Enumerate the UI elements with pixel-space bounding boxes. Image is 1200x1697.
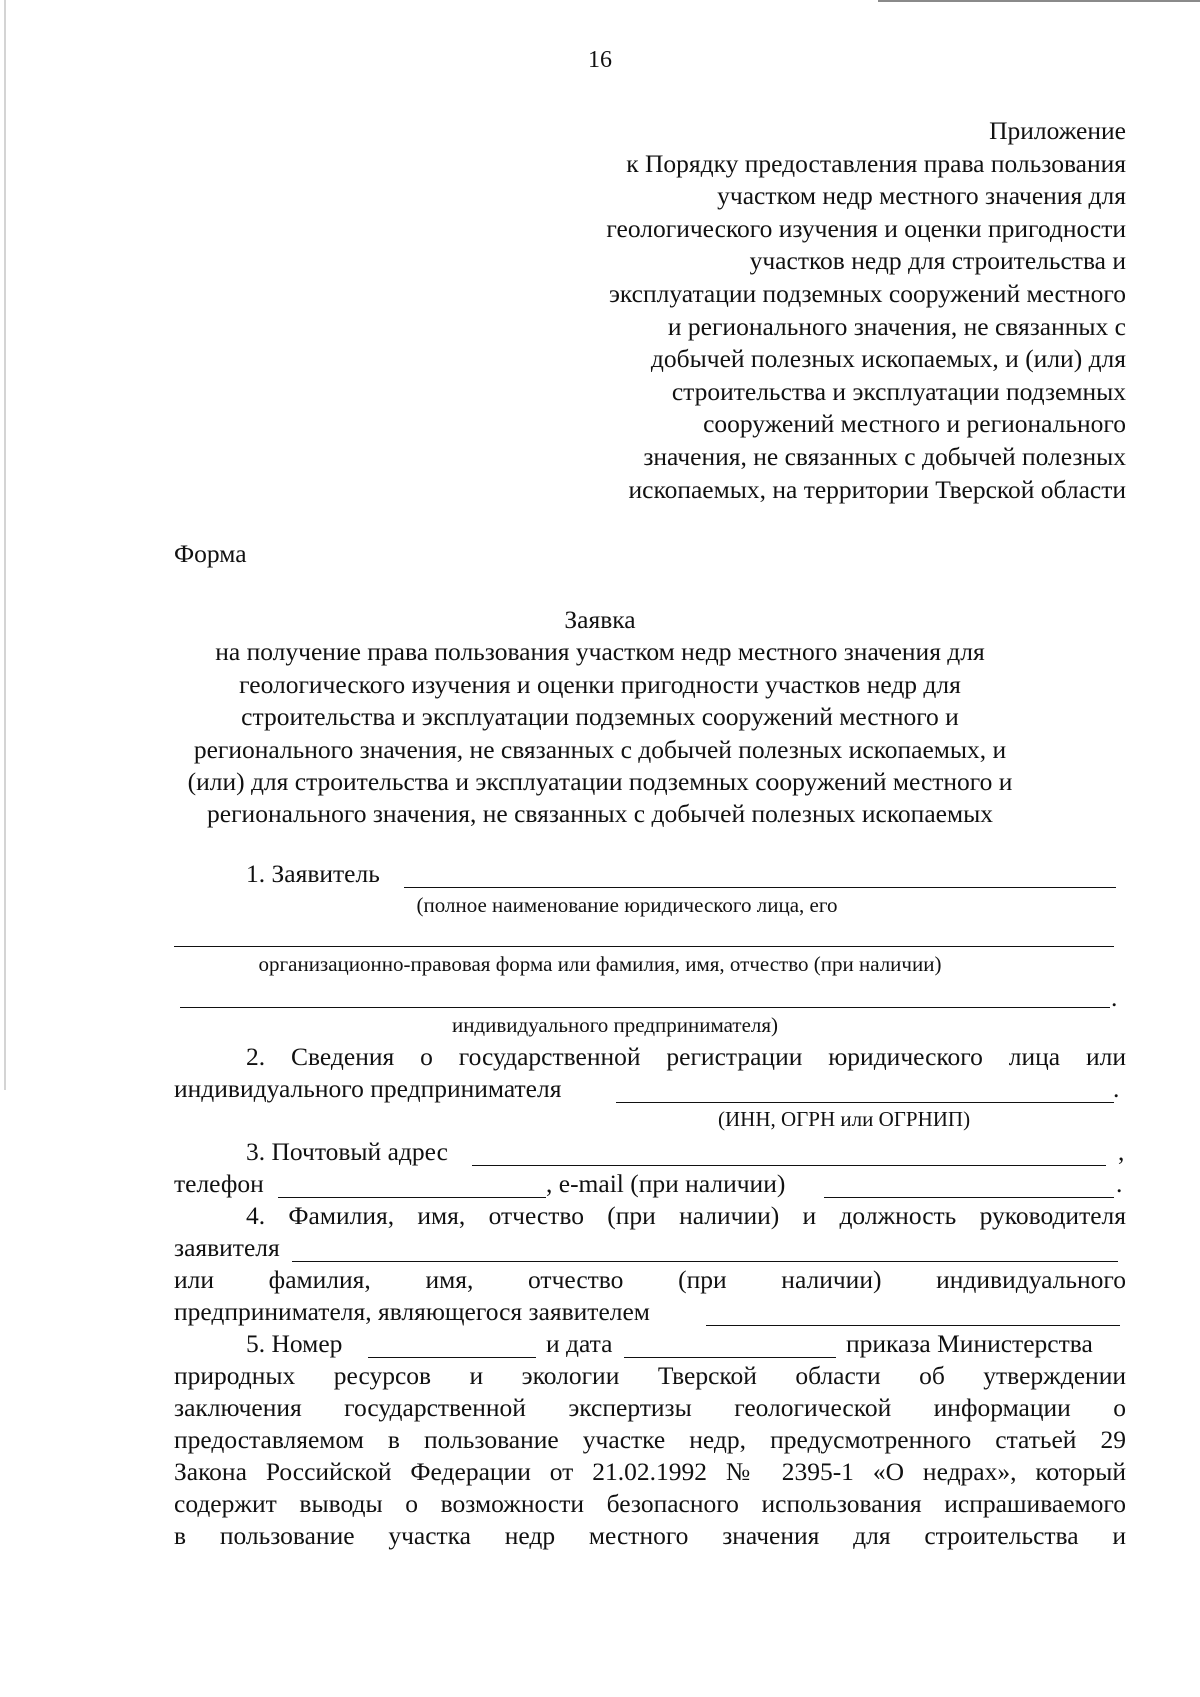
appendix-line: и регионального значения, не связанных с (667, 311, 1126, 341)
registration-hint: (ИНН, ОГРН или ОГРНИП) (718, 1107, 971, 1131)
director-field[interactable] (292, 1261, 1118, 1262)
director-line-4: предпринимателя, являющегося заявителем (174, 1297, 650, 1326)
order-paragraph-line: природных ресурсов и экологии Тверской области об утверждении (174, 1361, 1126, 1390)
director-line-1: 4. Фамилия, имя, отчество (при наличии) и должность руководителя (246, 1201, 1126, 1230)
order-paragraph-line: Закона Российской Федерации от 21.02.1992 № 2395-1 «О недрах», который (174, 1457, 1126, 1486)
applicant-label: 1. Заявитель (246, 859, 380, 888)
order-paragraph-line: содержит выводы о возможности безопасного использования испрашиваемого (174, 1489, 1126, 1518)
registration-end-dot: . (1113, 1074, 1120, 1103)
title-line: на получение права пользования участком недр местного значения для (215, 637, 985, 667)
applicant-field-line-2[interactable] (174, 946, 1114, 947)
title-line: строительства и эксплуатации подземных сооружений местного и (241, 702, 959, 732)
title-line: регионального значения, не связанных с добычей полезных ископаемых (207, 799, 993, 829)
application-title (150, 604, 1050, 831)
title-line: геологического изучения и оценки пригодности участков недр для (239, 669, 961, 699)
order-date-label: и дата (546, 1329, 613, 1358)
applicant-hint-2: организационно-правовая форма или фамилия, имя, отчество (при наличии) (258, 952, 942, 976)
postal-address-field[interactable] (472, 1165, 1106, 1166)
scan-edge-line (4, 0, 6, 1090)
applicant-field[interactable] (404, 887, 1116, 888)
order-paragraph-line: в пользование участка недр местного значения для строительства и (174, 1521, 1126, 1550)
phone-label: телефон (174, 1169, 264, 1198)
appendix-line: значения, не связанных с добычей полезных (643, 441, 1126, 471)
applicant-hint-1: (полное наименование юридического лица, его (416, 893, 838, 917)
appendix-line: ископаемых, на территории Тверской области (628, 474, 1126, 504)
director-line-3: или фамилия, имя, отчество (при наличии) индивидуального (174, 1265, 1126, 1294)
director-label: заявителя (174, 1233, 280, 1262)
order-number-field[interactable] (368, 1357, 536, 1358)
appendix-line: геологического изучения и оценки пригодности (606, 213, 1126, 243)
appendix-line: эксплуатации подземных сооружений местного (608, 278, 1126, 308)
email-label: , e-mail (при наличии) (546, 1169, 786, 1198)
scan-top-line (878, 0, 1200, 2)
order-paragraph-line: заключения государственной экспертизы геологической информации о (174, 1393, 1126, 1422)
appendix-line: Приложение (989, 116, 1126, 145)
appendix-line: участком недр местного значения для (717, 181, 1126, 211)
registration-line-1: 2. Сведения о государственной регистрации юридического лица или (246, 1042, 1126, 1071)
postal-address-label: 3. Почтовый адрес (246, 1137, 448, 1166)
postal-address-comma: , (1118, 1137, 1125, 1166)
applicant-hint-3: индивидуального предпринимателя) (451, 1013, 779, 1037)
appendix-line: участков недр для строительства и (749, 246, 1126, 276)
page-number: 16 (588, 47, 612, 73)
order-paragraph-line: предоставляемом в пользование участке недр, предусмотренного статьей 29 (174, 1425, 1126, 1454)
title-heading: Заявка (564, 605, 636, 634)
appendix-line: добычей полезных ископаемых, и (или) для (650, 344, 1126, 374)
phone-field[interactable] (278, 1197, 546, 1198)
appendix-header (486, 115, 1126, 506)
order-number-label: 5. Номер (246, 1329, 343, 1358)
entrepreneur-field[interactable] (706, 1325, 1120, 1326)
appendix-line: строительства и эксплуатации подземных (671, 376, 1126, 406)
registration-field[interactable] (616, 1102, 1114, 1103)
title-line: (или) для строительства и эксплуатации подземных сооружений местного и (187, 767, 1013, 797)
applicant-end-dot: . (1111, 983, 1118, 1012)
form-label: Форма (174, 539, 247, 568)
email-field[interactable] (824, 1197, 1114, 1198)
order-text: приказа Министерства (846, 1329, 1093, 1358)
contact-end-dot: . (1116, 1169, 1123, 1198)
registration-line-2: индивидуального предпринимателя (174, 1074, 562, 1103)
order-date-field[interactable] (624, 1357, 836, 1358)
appendix-line: к Порядку предоставления права пользования (626, 148, 1126, 178)
title-line: регионального значения, не связанных с добычей полезных ископаемых, и (193, 734, 1007, 764)
appendix-line: сооружений местного и регионального (703, 409, 1126, 439)
applicant-field-line-3[interactable] (180, 1007, 1110, 1008)
